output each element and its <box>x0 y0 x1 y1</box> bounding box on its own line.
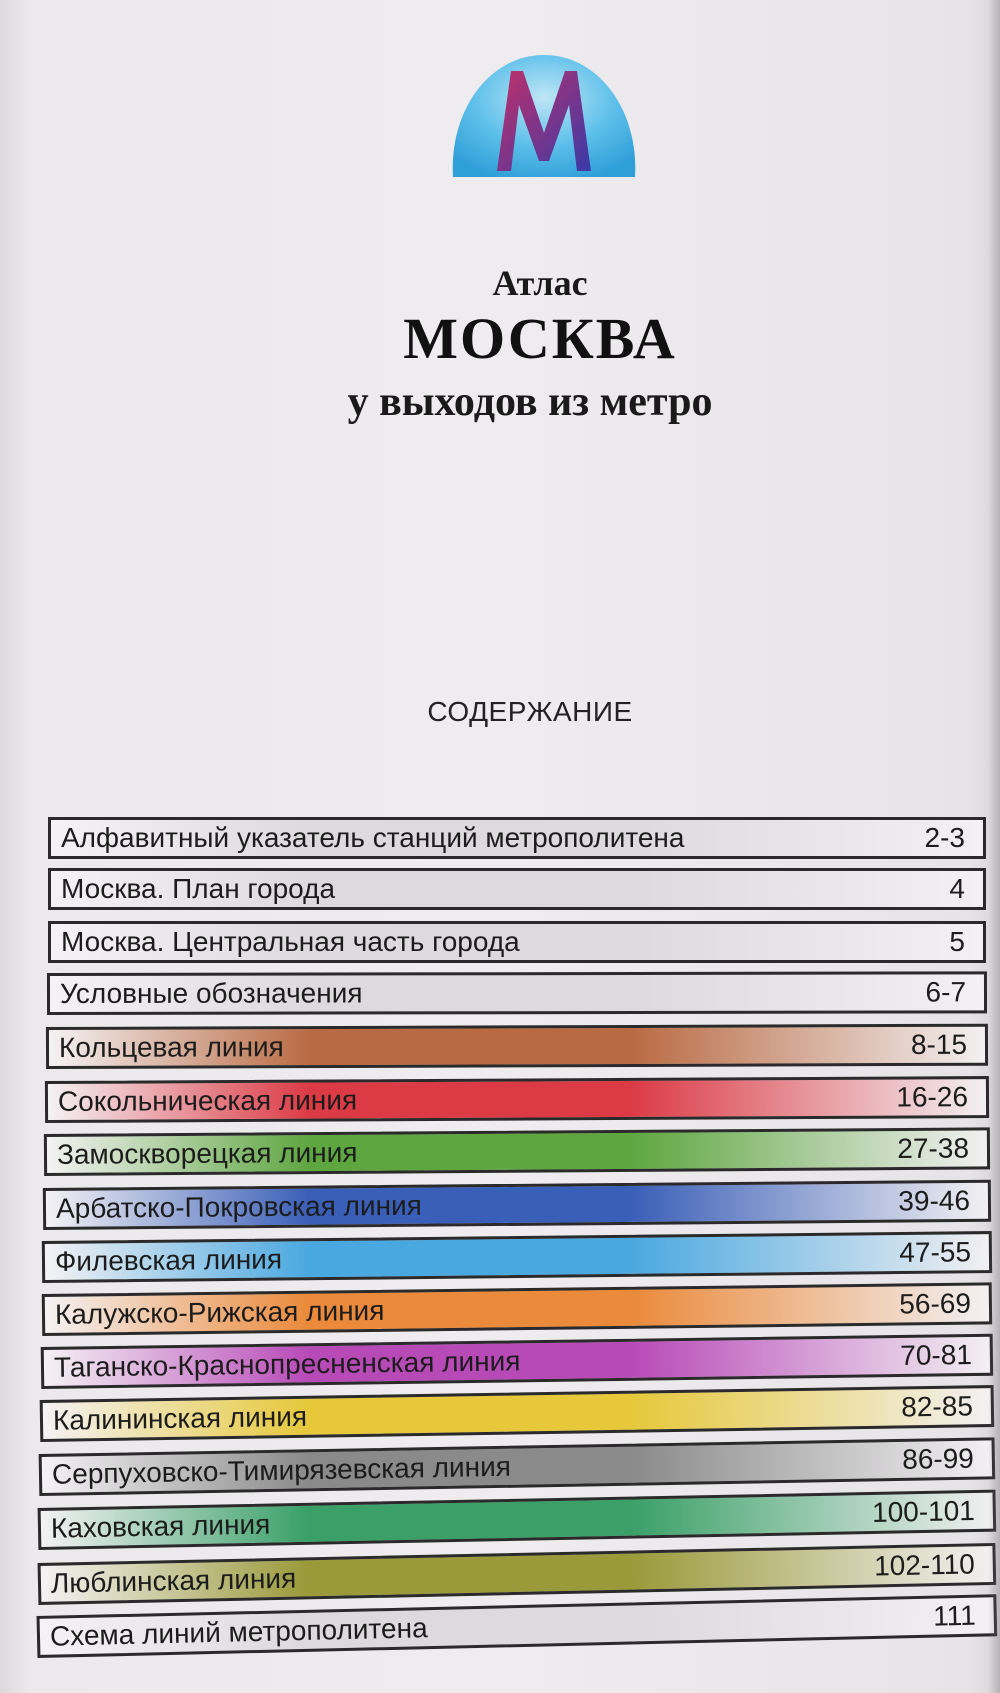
toc-entry-title: Арбатско-Покровская линия <box>55 1189 422 1224</box>
toc-entry[interactable] <box>47 971 987 1015</box>
toc-entry-pages: 2-3 <box>924 822 965 853</box>
toc-entry-title: Серпуховско-Тимирязевская линия <box>51 1450 512 1490</box>
toc-entry-pages: 6-7 <box>925 976 967 1008</box>
toc-entry-title: Кольцевая линия <box>58 1031 284 1063</box>
toc-entry[interactable] <box>48 921 986 963</box>
toc-entry-pages: 56-69 <box>899 1287 972 1320</box>
toc-entry-title: Таганско-Краснопресненская линия <box>53 1345 521 1383</box>
toc-heading: СОДЕРЖАНИЕ <box>427 696 633 727</box>
toc-entry-pages: 111 <box>932 1599 977 1632</box>
toc-entry[interactable] <box>42 1231 992 1283</box>
toc-entry[interactable] <box>40 1385 995 1442</box>
toc-entry-pages: 8-15 <box>910 1028 968 1060</box>
toc-entry[interactable] <box>38 1543 997 1605</box>
toc-entry[interactable] <box>45 1076 989 1123</box>
toc-entry-pages: 86-99 <box>901 1442 975 1475</box>
toc-entry-pages: 39-46 <box>898 1184 971 1217</box>
toc-entry[interactable] <box>44 1127 990 1176</box>
book-subtitle: у выходов из метро <box>347 379 713 425</box>
toc-entry-title: Условные обозначения <box>59 977 363 1009</box>
page-fold-shadow <box>988 0 1000 1693</box>
toc-entry-pages: 27-38 <box>897 1132 970 1165</box>
toc-entry-title: Москва. План города <box>61 873 336 904</box>
toc-entry[interactable] <box>37 1594 998 1658</box>
toc-entry-pages: 82-85 <box>901 1390 974 1423</box>
toc-entry-title: Замоскворецкая линия <box>56 1136 358 1170</box>
toc-entry-title: Калужско-Рижская линия <box>54 1294 385 1330</box>
toc-entry-pages: 70-81 <box>900 1339 973 1371</box>
toc-entry-title: Схема линий метрополитена <box>49 1612 428 1652</box>
toc-entry[interactable] <box>48 817 986 859</box>
toc-entry[interactable] <box>38 1490 997 1550</box>
toc-entry-title: Москва. Центральная часть города <box>61 926 520 957</box>
atlas-label: Атлас <box>492 263 588 303</box>
toc-entry[interactable] <box>48 868 986 910</box>
toc-entry-title: Люблинская линия <box>50 1562 297 1599</box>
toc-entry-pages: 102-110 <box>873 1548 976 1582</box>
toc-entry-pages: 47-55 <box>899 1236 972 1269</box>
toc-entry-pages: 5 <box>949 926 965 957</box>
toc-entry[interactable] <box>42 1282 992 1336</box>
toc-entry-pages: 4 <box>949 873 965 904</box>
toc-entry-pages: 16-26 <box>896 1081 969 1113</box>
toc-entry[interactable] <box>39 1437 996 1496</box>
toc-entry[interactable] <box>43 1180 991 1230</box>
toc-entry-title: Алфавитный указатель станций метрополитена <box>61 822 685 853</box>
toc-entry-title: Филевская линия <box>54 1243 283 1277</box>
toc-entry-pages: 100-101 <box>871 1495 976 1528</box>
toc-entry-title: Калининская линия <box>52 1400 308 1436</box>
toc-entry[interactable] <box>46 1024 988 1069</box>
toc-entry-title: Каховская линия <box>50 1508 271 1544</box>
toc-entry-title: Сокольническая линия <box>57 1084 358 1117</box>
toc-entry[interactable] <box>41 1334 993 1389</box>
book-title: МОСКВА <box>403 306 677 371</box>
